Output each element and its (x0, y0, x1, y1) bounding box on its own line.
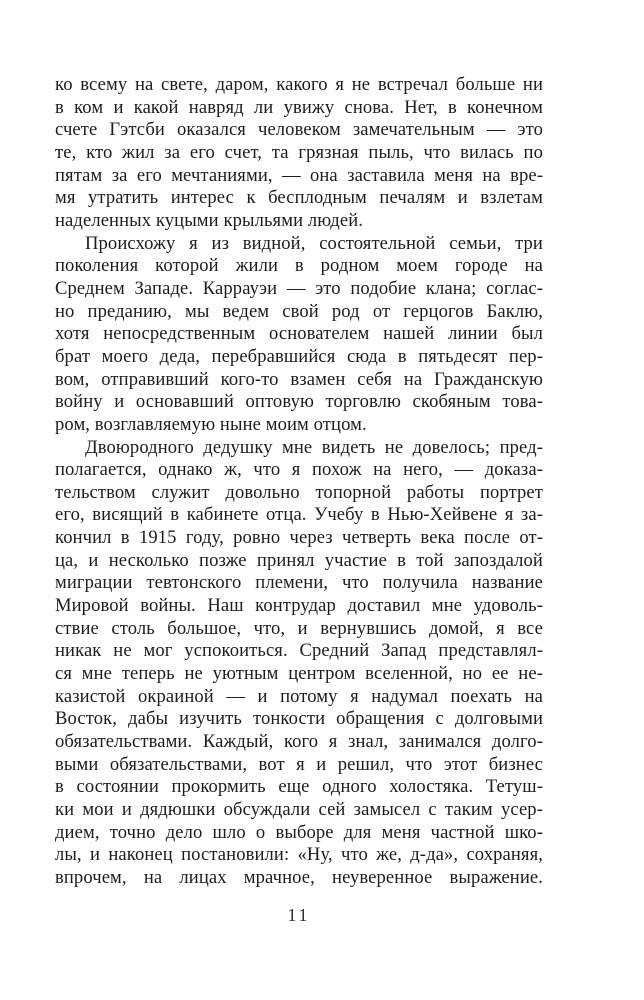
text-line: в ком и какой навряд ли увижу снова. Нет, в конечном (55, 96, 543, 118)
text-line: ко всему на свете, даром, какого я не встречал больше ни (55, 74, 543, 95)
text-line: тельством служит довольно топорной работы портрет (55, 481, 543, 503)
text-line: никак не мог успокоиться. Средний Запад представлял- (55, 640, 543, 662)
text-line: дием, точно дело шло о выборе для меня частной шко- (55, 821, 543, 843)
text-line: мя утратить интерес к бесплодным печалям и взлетам (55, 187, 543, 209)
text-line: ся мне теперь не уютным центром вселенной, но ее не- (55, 663, 543, 685)
text-line: но преданию, мы ведем свой род от герцогов Баклю, (55, 300, 543, 322)
text-line: кончил в 1915 году, ровно через четверть века после от- (55, 527, 543, 549)
text-line: вом, отправивший кого-то взамен себя на Гражданскую (55, 368, 543, 390)
text-line: его, висящий в кабинете отца. Учебу в Нью-Хейвене я за- (55, 504, 543, 526)
text-line: поколения которой жили в родном моем городе на (55, 255, 543, 277)
text-line: выми обязательствами, вот я и решил, что этот бизнес (55, 753, 543, 775)
text-line: Восток, дабы изучить тонкости обращения с долговыми (55, 708, 543, 730)
text-line: ки мои и дядюшки обсуждали сей замысел с таким усер- (55, 799, 543, 820)
text-line: брат моего деда, перебравшийся сюда в пятьдесят пер- (55, 345, 543, 367)
text-line: войну и основавший оптовую торговлю скобяным това- (55, 391, 543, 413)
text-line: полагается, однако ж, что я похож на него, — доказа- (55, 459, 543, 481)
text-line: ствие столь большое, что, и вернувшись домой, я все (55, 617, 543, 639)
text-line: те, кто жил за его счет, та грязная пыль, что вилась по (55, 141, 543, 163)
text-line: обязательствами. Каждый, кого я знал, занимался долго- (55, 731, 543, 753)
text-line: счете Гэтсби оказался человеком замечательным — это (55, 119, 543, 141)
text-line: Среднем Западе. Каррауэи — это подобие клана; соглас- (55, 277, 543, 299)
text-line: казистой окраиной — и потому я надумал поехать на (55, 685, 543, 707)
text-line: наделенных куцыми крыльями людей. (55, 209, 363, 231)
text-line: хотя непосредственным основателем нашей линии был (55, 323, 543, 345)
text-line: впрочем, на лицах мрачное, неуверенное выражение. (55, 866, 543, 888)
text-line: лы, и наконец постановили: «Ну, что же, д-да», сохраняя, (55, 844, 543, 866)
text-line: пятам за его мечтаниями, — она заставила меня на вре- (55, 164, 543, 186)
text-line: в состоянии прокормить еще одного холостяка. Тетуш- (55, 776, 543, 798)
text-line: ца, и несколько позже принял участие в той запоздалой (55, 549, 543, 571)
text-line: Мировой войны. Наш контрудар доставил мне удоволь- (55, 595, 543, 617)
text-line: миграции тевтонского племени, что получила название (55, 572, 543, 594)
text-line: Двоюродного дедушку мне видеть не довелось; пред- (85, 436, 543, 458)
text-line: Происхожу я из видной, состоятельной семьи, три (85, 232, 543, 254)
text-line: ром, возглавляемую ныне моим отцом. (55, 413, 367, 435)
text-block (55, 74, 543, 890)
page-number: 11 (287, 905, 311, 925)
